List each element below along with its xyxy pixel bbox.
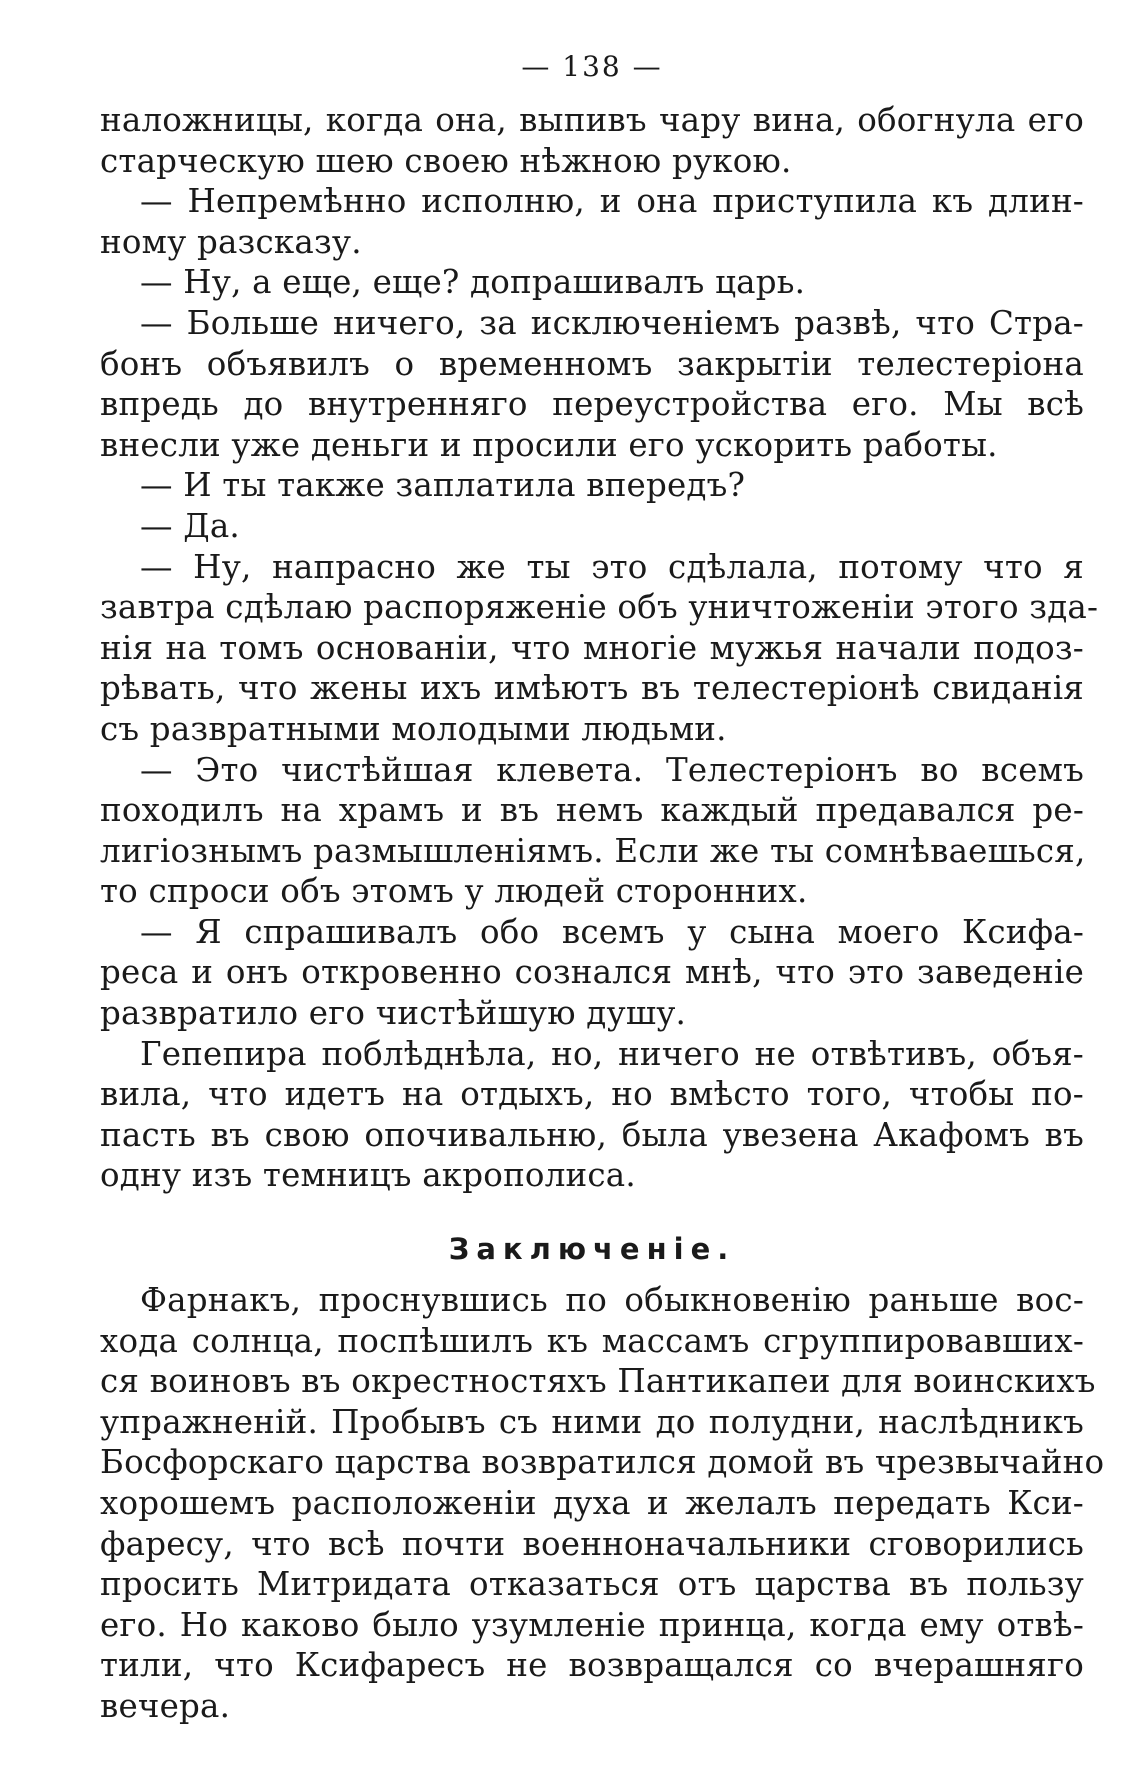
text-line: то спроси объ этомъ у людей сторонних. bbox=[100, 872, 808, 911]
text-line: — Ну, а еще, еще? допрашивалъ царь. bbox=[140, 263, 806, 302]
text-line: лигіознымъ размышленіямъ. Если же ты сомнѣваешься, bbox=[100, 831, 1086, 870]
section-heading: Заключеніе. bbox=[448, 1232, 736, 1267]
text-line: нія на томъ основаніи, что многіе мужья начали подоз- bbox=[100, 628, 1084, 667]
conclusion-section bbox=[100, 1280, 1105, 1727]
text-line: хода солнца, поспѣшилъ къ массамъ сгруппировавших- bbox=[100, 1321, 1084, 1360]
text-line: Фарнакъ, проснувшись по обыкновенію раньше вос- bbox=[140, 1281, 1084, 1320]
text-line: ному разсказу. bbox=[100, 222, 362, 261]
text-line: реса и онъ откровенно сознался мнѣ, что это заведеніе bbox=[100, 953, 1084, 992]
text-line: походилъ на храмъ и въ немъ каждый предавался ре- bbox=[100, 791, 1084, 830]
text-line: развратило его чистѣйшую душу. bbox=[100, 994, 687, 1033]
text-line: упражненій. Пробывъ съ ними до полудни, наслѣдникъ bbox=[100, 1402, 1084, 1441]
text-line: рѣвать, что жены ихъ имѣютъ въ телестеріонѣ свиданія bbox=[100, 669, 1084, 708]
text-line: старческую шею своею нѣжною рукою. bbox=[100, 141, 792, 180]
dialogue-section bbox=[100, 100, 1099, 1196]
text-line: бонъ объявилъ о временномъ закрытіи телестеріона bbox=[100, 344, 1084, 383]
text-line: — Непремѣнно исполню, и она приступила къ длин- bbox=[140, 182, 1084, 221]
text-line: одну изъ темницъ акрополиса. bbox=[100, 1156, 636, 1195]
text-line: пасть въ свою опочивальню, была увезена Акафомъ въ bbox=[100, 1115, 1084, 1154]
text-line: — Больше ничего, за исключеніемъ развѣ, что Стра- bbox=[140, 303, 1084, 342]
text-line: внесли уже деньги и просили его ускорить работы. bbox=[100, 425, 998, 464]
text-line: — Это чистѣйшая клевета. Телестеріонъ во всемъ bbox=[140, 750, 1084, 789]
text-line: ся воиновъ въ окрестностяхъ Пантикапеи для воинскихъ bbox=[100, 1362, 1096, 1401]
text-line: вечера. bbox=[100, 1686, 231, 1725]
text-line: хорошемъ расположеніи духа и желалъ передать Кси- bbox=[100, 1484, 1084, 1522]
text-line: завтра сдѣлаю распоряженіе объ уничтоженіи этого зда- bbox=[100, 588, 1099, 627]
text-line: наложницы, когда она, выпивъ чару вина, обогнула его bbox=[100, 101, 1084, 139]
text-line: съ развратными молодыми людьми. bbox=[100, 709, 727, 748]
text-line: — Ну, напрасно же ты это сдѣлала, потому что я bbox=[140, 547, 1084, 586]
text-line: — Да. bbox=[140, 506, 240, 545]
text-line: фаресу, что всѣ почти военноначальники сговорились bbox=[100, 1524, 1084, 1563]
page-number: — 138 — bbox=[521, 50, 663, 83]
text-line: Босфорскаго царства возвратился домой въ чрезвычайно bbox=[100, 1443, 1105, 1482]
text-line: тили, что Ксифаресъ не возвращался со вчерашняго bbox=[100, 1646, 1084, 1685]
text-line: — И ты также заплатила впередъ? bbox=[140, 466, 746, 505]
text-line: — Я спрашивалъ обо всемъ у сына моего Ксифа- bbox=[140, 912, 1084, 951]
text-line: его. Но каково было узумленіе принца, когда ему отвѣ- bbox=[100, 1605, 1084, 1644]
text-line: впредь до внутренняго переустройства его. Мы всѣ bbox=[100, 385, 1084, 424]
text-line: Гепепира поблѣднѣла, но, ничего не отвѣтивъ, объя- bbox=[140, 1034, 1084, 1073]
text-line: вила, что идетъ на отдыхъ, но вмѣсто того, чтобы по- bbox=[100, 1075, 1084, 1114]
text-line: просить Митридата отказаться отъ царства въ пользу bbox=[100, 1565, 1084, 1604]
